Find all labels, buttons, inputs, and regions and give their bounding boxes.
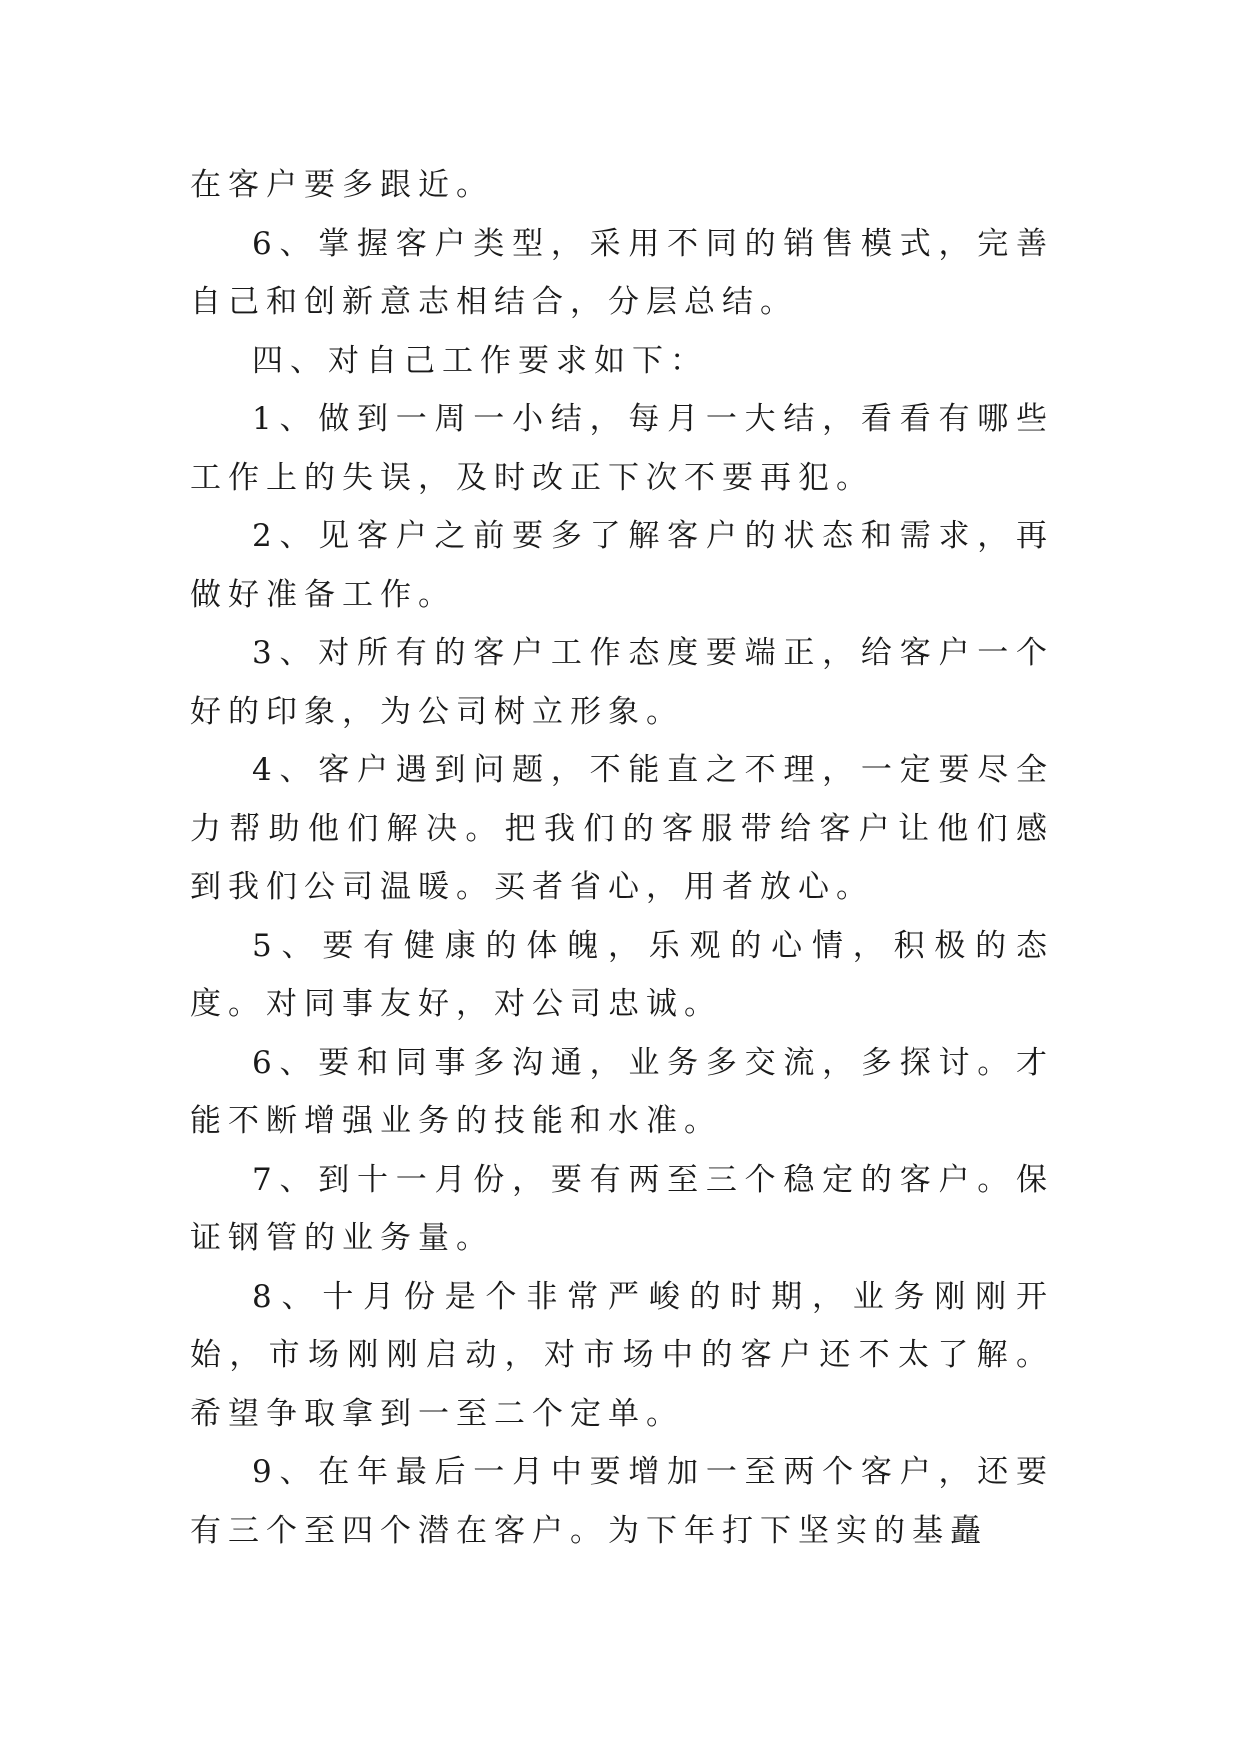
paragraph: 6、要和同事多沟通，业务多交流，多探讨。才能不断增强业务的技能和水准。 xyxy=(190,1044,1054,1139)
paragraph: 9、在年最后一月中要增加一至两个客户，还要有三个至四个潜在客户。为下年打下坚实的基矗 xyxy=(190,1454,1054,1549)
paragraph: 7、到十一月份，要有两至三个稳定的客户。保证钢管的业务量。 xyxy=(190,1161,1054,1256)
paragraph: 2、见客户之前要多了解客户的状态和需求，再做好准备工作。 xyxy=(190,518,1054,613)
paragraph: 1、做到一周一小结，每月一大结，看看有哪些工作上的失误，及时改正下次不要再犯。 xyxy=(190,401,1054,496)
paragraph: 8、十月份是个非常严峻的时期，业务刚刚开始，市场刚刚启动，对市场中的客户还不太了解。希望争取拿到一至二个定单。 xyxy=(190,1278,1054,1432)
body-text xyxy=(190,156,1054,1560)
section-heading: 四、对自己工作要求如下： xyxy=(252,342,708,379)
paragraph: 在客户要多跟近。 xyxy=(190,167,494,203)
paragraph: 6、掌握客户类型，采用不同的销售模式，完善自己和创新意志相结合，分层总结。 xyxy=(190,225,1054,320)
paragraph: 5、要有健康的体魄，乐观的心情，积极的态度。对同事友好，对公司忠诚。 xyxy=(190,927,1054,1022)
paragraph: 3、对所有的客户工作态度要端正，给客户一个好的印象，为公司树立形象。 xyxy=(190,635,1054,730)
paragraph: 4、客户遇到问题，不能直之不理，一定要尽全力帮助他们解决。把我们的客服带给客户让他们感到我们公司温暖。买者省心，用者放心。 xyxy=(190,752,1054,905)
